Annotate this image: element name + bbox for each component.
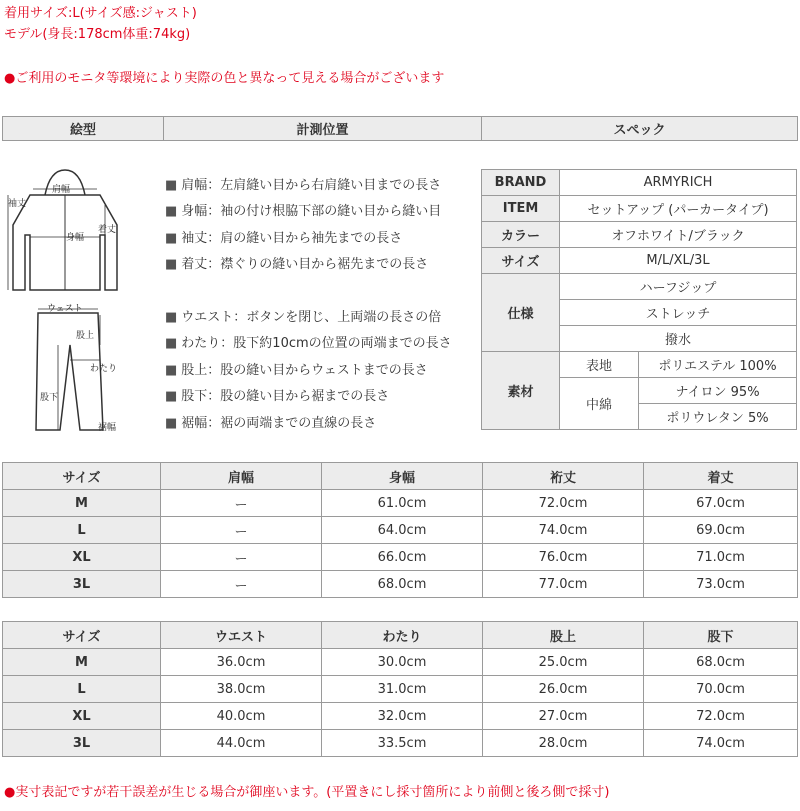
label-body: 身幅 [66, 233, 85, 243]
measure-item: ■ 裾幅：裾の両端までの直線の長さ [165, 416, 377, 431]
spec-outer: ポリエステル 100% [639, 352, 797, 378]
wear-size-text: 着用サイズ:L(サイズ感:ジャスト) [4, 6, 197, 21]
spec-feature: 撥水 [560, 326, 797, 352]
color-notice: ●ご利用のモニタ等環境により実際の色と異なって見える場合がございます [4, 71, 445, 86]
spec-item: セットアップ (パーカータイプ) [560, 196, 797, 222]
spec-lining: ポリウレタン 5% [639, 404, 797, 430]
measure-item: ■ わたり：股下約10cmの位置の両端までの長さ [165, 336, 452, 351]
spec-material-label: 素材 [482, 352, 560, 430]
measure-item: ■ 身幅：袖の付け根脇下部の縫い目から縫い目 [165, 204, 442, 219]
col-header: 身幅 [322, 463, 483, 490]
bottom-size-table [2, 621, 798, 757]
header-measure: 計測位置 [164, 117, 482, 141]
col-header: サイズ [3, 622, 161, 649]
spec-feature: ストレッチ [560, 300, 797, 326]
measure-item: ■ 袖丈：肩の縫い目から袖先までの長さ [165, 231, 403, 246]
label-rise: 股上 [76, 331, 95, 341]
table-row: 3L ー 68.0cm 77.0cm 73.0cm [3, 571, 798, 598]
model-text: モデル(身長:178cm体重:74kg) [4, 27, 191, 42]
table-row: XL ー 66.0cm 76.0cm 71.0cm [3, 544, 798, 571]
spec-lining-label: 中綿 [560, 378, 639, 430]
spec-item-label: ITEM [482, 196, 560, 222]
top-size-table [2, 462, 798, 598]
spec-size-label: サイズ [482, 248, 560, 274]
spec-color: オフホワイト/ブラック [560, 222, 797, 248]
spec-lining: ナイロン 95% [639, 378, 797, 404]
section-header [2, 116, 798, 141]
footer-notice: ●実寸表記ですが若干誤差が生じる場合が御座います。(平置きにし採寸箇所により前側と後ろ側で採寸) [4, 785, 610, 800]
table-row: L 38.0cm 31.0cm 26.0cm 70.0cm [3, 676, 798, 703]
header-spec: スペック [482, 117, 798, 141]
label-shoulder: 肩幅 [52, 185, 71, 195]
col-header: 着丈 [644, 463, 798, 490]
label-thigh: わたり [90, 364, 118, 374]
label-hem: 裾幅 [98, 423, 117, 433]
col-header: 裄丈 [483, 463, 644, 490]
table-row: M ー 61.0cm 72.0cm 67.0cm [3, 490, 798, 517]
spec-feature: ハーフジップ [560, 274, 797, 300]
spec-outer-label: 表地 [560, 352, 639, 378]
table-row: M 36.0cm 30.0cm 25.0cm 68.0cm [3, 649, 798, 676]
label-inseam: 股下 [40, 393, 59, 403]
measure-item: ■ 股上：股の縫い目からウェストまでの長さ [165, 363, 428, 378]
header-illustration: 絵型 [3, 117, 164, 141]
col-header: 股上 [483, 622, 644, 649]
spec-features-label: 仕様 [482, 274, 560, 352]
table-row: 3L 44.0cm 33.5cm 28.0cm 74.0cm [3, 730, 798, 757]
table-row: XL 40.0cm 32.0cm 27.0cm 72.0cm [3, 703, 798, 730]
label-sleeve: 袖丈 [8, 199, 27, 209]
spec-brand: ARMYRICH [560, 170, 797, 196]
spec-size: M/L/XL/3L [560, 248, 797, 274]
measure-item: ■ ウエスト：ボタンを閉じ、上両端の長さの倍 [165, 310, 442, 325]
col-header: 肩幅 [161, 463, 322, 490]
col-header: サイズ [3, 463, 161, 490]
spec-brand-label: BRAND [482, 170, 560, 196]
measure-item: ■ 股下：股の縫い目から裾までの長さ [165, 389, 390, 404]
label-length: 着丈 [98, 225, 117, 235]
table-row: L ー 64.0cm 74.0cm 69.0cm [3, 517, 798, 544]
col-header: わたり [322, 622, 483, 649]
spec-table [481, 169, 797, 430]
col-header: ウエスト [161, 622, 322, 649]
measure-item: ■ 着丈：襟ぐりの縫い目から裾先までの長さ [165, 257, 429, 272]
measure-item: ■ 肩幅：左肩縫い目から右肩縫い目までの長さ [165, 178, 442, 193]
spec-color-label: カラー [482, 222, 560, 248]
col-header: 股下 [644, 622, 798, 649]
label-waist: ウェスト [47, 304, 83, 314]
